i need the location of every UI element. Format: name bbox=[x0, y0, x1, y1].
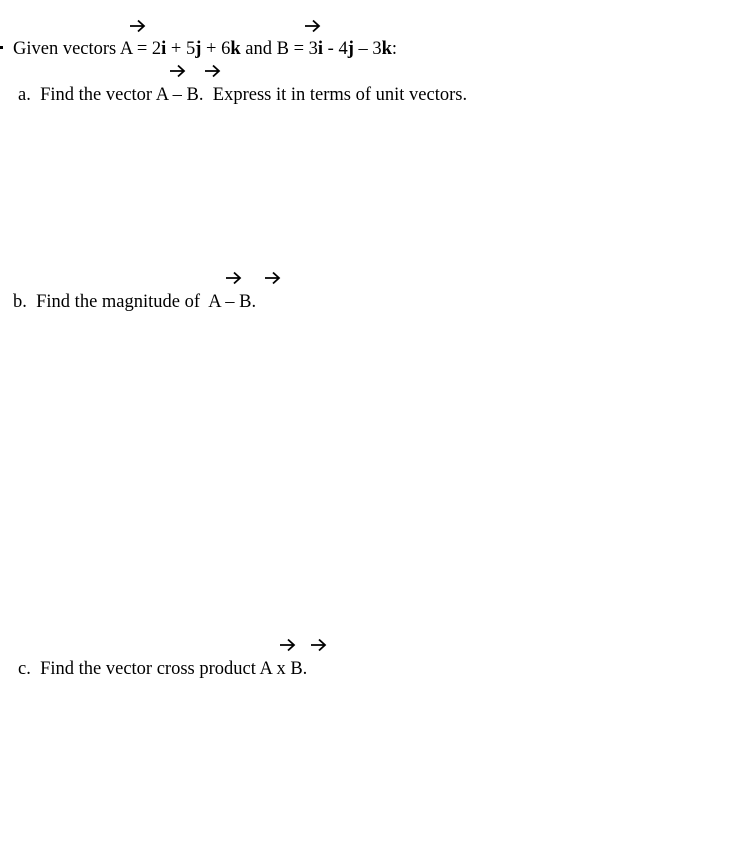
unit-vector-k: k bbox=[230, 39, 241, 59]
a-i-coefficient: 2 bbox=[151, 39, 162, 59]
b-j-term: - 4 bbox=[323, 39, 348, 59]
vector-b-name: B bbox=[276, 39, 289, 59]
colon: : bbox=[391, 39, 398, 59]
b-k-term: – 3 bbox=[353, 39, 382, 59]
right-arrow-icon bbox=[129, 19, 146, 33]
part-b-expression: A – B bbox=[208, 292, 252, 312]
right-arrow-icon bbox=[204, 64, 221, 78]
unit-vector-i: i bbox=[317, 39, 324, 59]
part-a-question bbox=[18, 84, 467, 106]
unit-vector-i: i bbox=[161, 39, 167, 59]
equals-sign: = bbox=[288, 39, 309, 59]
list-bullet bbox=[0, 46, 3, 49]
part-c-suffix: . bbox=[302, 659, 308, 679]
connector-and: and bbox=[240, 39, 277, 59]
right-arrow-icon bbox=[310, 638, 327, 652]
right-arrow-icon bbox=[279, 638, 296, 652]
vector-a-name: A bbox=[119, 39, 133, 59]
right-arrow-icon bbox=[169, 64, 186, 78]
unit-vector-j: j bbox=[347, 39, 354, 59]
right-arrow-icon bbox=[264, 271, 281, 285]
intro-prefix: Given vectors bbox=[13, 39, 120, 59]
part-a-suffix: . Express it in terms of unit vectors. bbox=[198, 85, 468, 105]
part-b-suffix: . bbox=[251, 292, 257, 312]
problem-statement bbox=[13, 38, 397, 60]
right-arrow-icon bbox=[225, 271, 242, 285]
part-c-question bbox=[18, 658, 307, 680]
unit-vector-j: j bbox=[195, 39, 202, 59]
part-c-prefix: c. Find the vector cross product bbox=[18, 659, 260, 679]
part-b-prefix: b. Find the magnitude of bbox=[13, 292, 209, 312]
part-a-prefix: a. Find the vector bbox=[18, 85, 156, 105]
part-b-question bbox=[13, 291, 256, 313]
right-arrow-icon bbox=[304, 19, 321, 33]
a-k-term: + 6 bbox=[201, 39, 231, 59]
a-j-term: + 5 bbox=[166, 39, 196, 59]
b-i-coefficient: 3 bbox=[308, 39, 318, 59]
part-c-expression: A x B bbox=[259, 659, 303, 679]
equals-sign: = bbox=[132, 39, 152, 59]
part-a-expression: A – B bbox=[155, 85, 199, 105]
unit-vector-k: k bbox=[381, 39, 392, 59]
